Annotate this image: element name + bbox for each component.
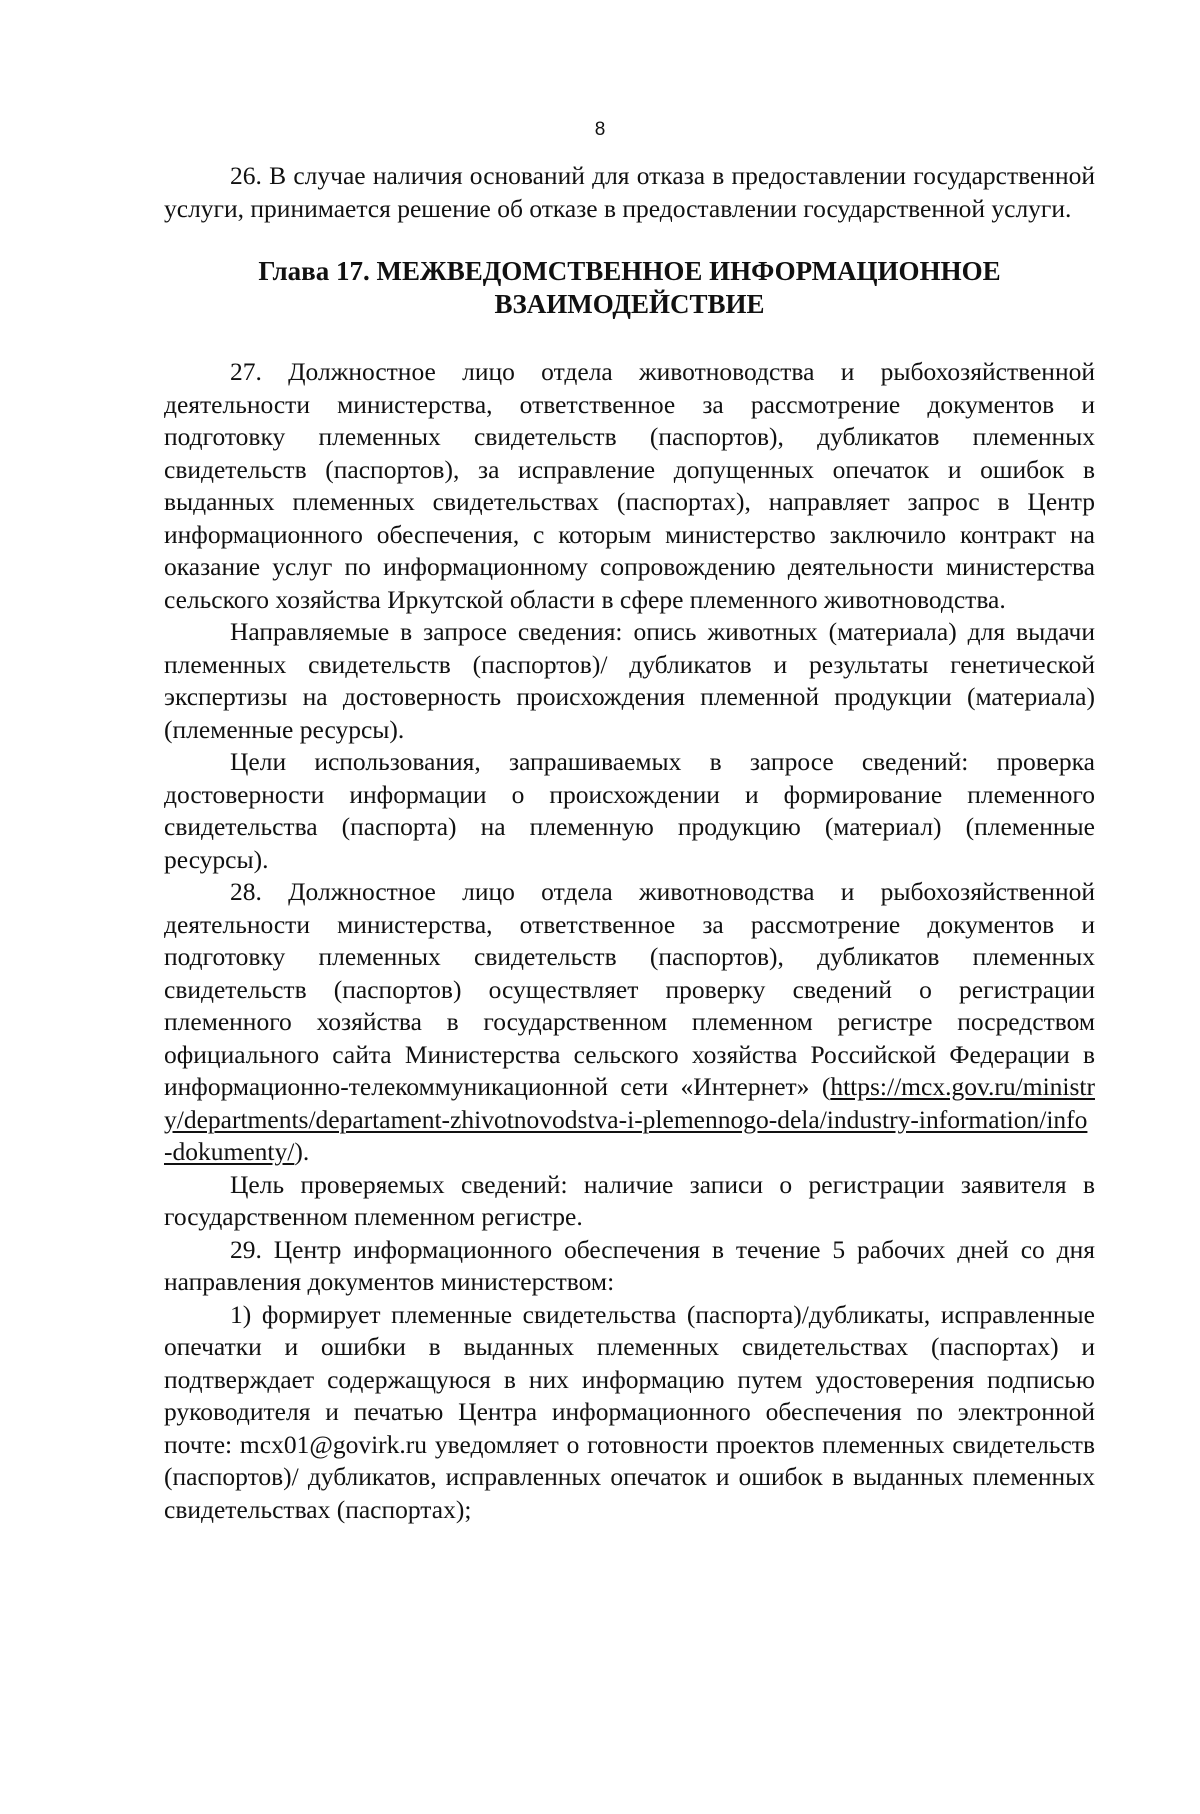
document-body — [164, 160, 1095, 1526]
chapter-heading — [164, 255, 1095, 321]
paragraph-29-item-1: 1) формирует племенные свидетельства (паспорта)/дубликаты, исправленные опечатки и ошибки в выданных племенных свидетельствах (паспортах) и подтверждает содержащуюся в них информацию путем удостоверения подписью руководителя и печатью Центра информационного обеспечения по электронной почте: mcx01@govirk.ru уведомляет о готовности проектов племенных свидетельств (паспортов)/ дубликатов, исправленных опечаток и ошибок в выданных племенных свидетельствах (паспортах); — [164, 1299, 1095, 1524]
paragraph-26: 26. В случае наличия оснований для отказа в предоставлении государственной услуги, принимается решение об отказе в предоставлении государственной услуги. — [164, 161, 1095, 223]
mcx-link[interactable]: https://mcx.gov.ru/ministry/departments/departament-zhivotnovodstva-i-plemennogo-dela/industry-information/info-dokumenty/ — [164, 1072, 1095, 1166]
paragraph-27: 27. Должностное лицо отдела животноводства и рыбохозяйственной деятельности министерства, ответственное за рассмотрение документов и подготовку племенных свидетельств (паспортов), дубликатов племенных свидетельств (паспортов), за исправление допущенных опечаток и ошибок в выданных племенных свидетельствах (паспортах), направляет запрос в Центр информационного обеспечения, с которым министерство заключило контракт на оказание услуг по информационному сопровождению деятельности министерства сельского хозяйства Иркутской области в сфере племенного животноводства. — [164, 357, 1095, 614]
paragraph-request-data: Направляемые в запросе сведения: опись животных (материала) для выдачи племенных свидетельств (паспортов)/ дубликатов и результаты генетической экспертизы на достоверность происхождения племенной продукции (материала) (племенные ресурсы). — [164, 617, 1095, 744]
chapter-heading-line-1: Глава 17. МЕЖВЕДОМСТВЕННОЕ ИНФОРМАЦИОННОЕ — [258, 256, 1001, 286]
paragraph-28-text: 28. Должностное лицо отдела животноводства и рыбохозяйственной деятельности министерства, ответственное за рассмотрение документов и подготовку племенных свидетельств (паспортов), дубликатов племенных свидетельств (паспортов) осуществляет проверку сведений о регистрации племенного хозяйства в государственном племенном регистре посредством официального сайта Министерства сельского хозяйства Российской Федерации в информационно-телекоммуникационной сети «Интернет» ( — [164, 877, 1095, 1101]
paragraph-29: 29. Центр информационного обеспечения в течение 5 рабочих дней со дня направления документов министерством: — [164, 1234, 1095, 1296]
paragraph-check-purpose: Цель проверяемых сведений: наличие записи о регистрации заявителя в государственном племенном регистре. — [164, 1169, 1095, 1231]
paragraph-28 — [164, 876, 1095, 1169]
paragraph-28-closing: ). — [294, 1137, 310, 1166]
paragraph-request-purpose: Цели использования, запрашиваемых в запросе сведений: проверка достоверности информации о происхождении и формирование племенного свидетельства (паспорта) на племенную продукцию (материал) (племенные ресурсы). — [164, 747, 1095, 874]
chapter-heading-line-2: ВЗАИМОДЕЙСТВИЕ — [494, 289, 765, 319]
page-number: 8 — [594, 119, 606, 140]
